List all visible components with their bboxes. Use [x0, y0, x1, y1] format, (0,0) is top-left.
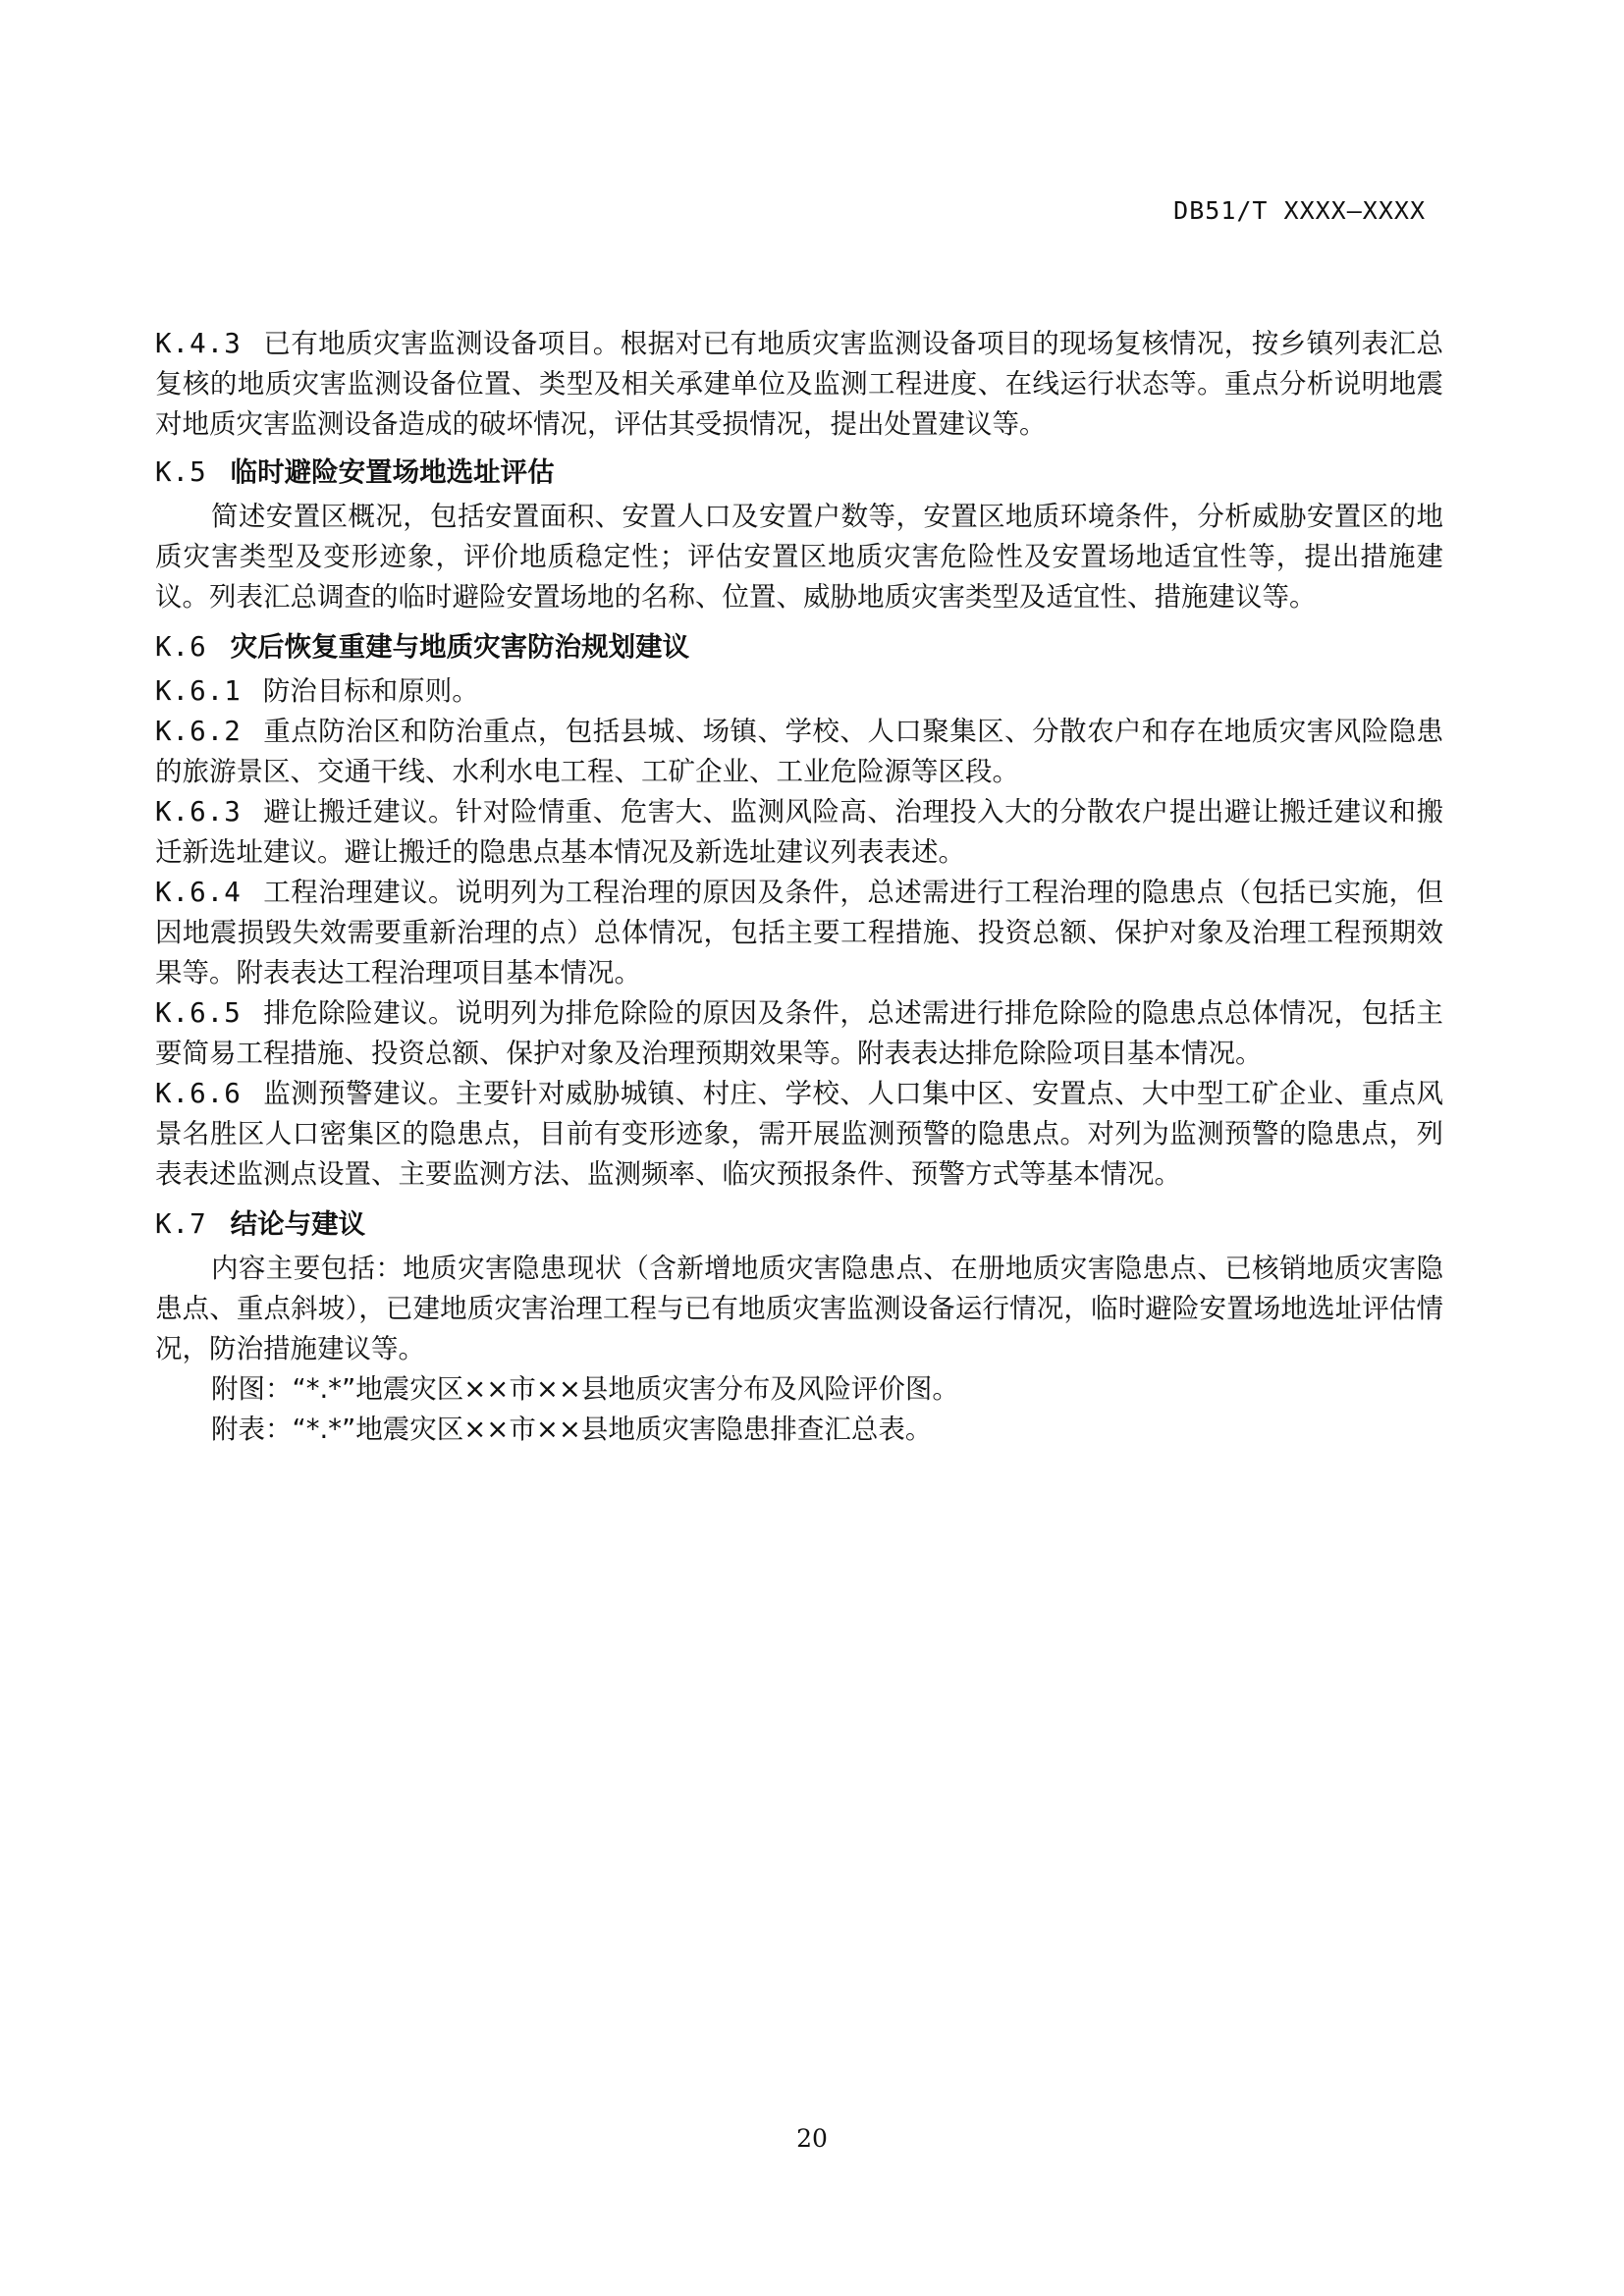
section-heading-k6 — [155, 627, 1443, 667]
clause-text: 避让搬迁建议。针对险情重、危害大、监测风险高、治理投入大的分散农户提出避让搬迁建议和搬迁新选址建议。避让搬迁的隐患点基本情况及新选址建议列表表述。 — [155, 796, 1443, 868]
section-body-k5: 简述安置区概况，包括安置面积、安置人口及安置户数等，安置区地质环境条件，分析威胁安置区的地质灾害类型及变形迹象，评价地质稳定性；评估安置区地质灾害危险性及安置场地适宜性等，提出措施建议。列表汇总调查的临时避险安置场地的名称、位置、威胁地质灾害类型及适宜性、措施建议等。 — [155, 501, 1443, 613]
standard-code: DB51/T XXXX—XXXX — [1173, 196, 1426, 225]
clause-number: K.6.4 — [155, 877, 242, 908]
clause-k65 — [155, 993, 1443, 1074]
clause-k43 — [155, 324, 1443, 445]
clause-number: K.6.1 — [155, 675, 242, 707]
page-number: 20 — [796, 2124, 828, 2153]
clause-text: 监测预警建议。主要针对威胁城镇、村庄、学校、人口集中区、安置点、大中型工矿企业、重点风景名胜区人口密集区的隐患点，目前有变形迹象，需开展监测预警的隐患点。对列为监测预警的隐患点，列表表述监测点设置、主要监测方法、监测频率、临灾预报条件、预警方式等基本情况。 — [155, 1078, 1443, 1190]
clause-k62 — [155, 712, 1443, 792]
page-content — [155, 324, 1443, 1450]
clause-k64 — [155, 873, 1443, 993]
clause-text: 重点防治区和防治重点，包括县城、场镇、学校、人口聚集区、分散农户和存在地质灾害风险隐患的旅游景区、交通干线、水利水电工程、工矿企业、工业危险源等区段。 — [155, 716, 1443, 787]
figure-note: 附图：“*.*”地震灾区××市××县地质灾害分布及风险评价图。 — [211, 1373, 959, 1405]
section-title: 灾后恢复重建与地质灾害防治规划建议 — [230, 631, 690, 663]
clause-text: 排危除险建议。说明列为排危除险的原因及条件，总述需进行排危除险的隐患点总体情况，包括主要简易工程措施、投资总额、保护对象及治理预期效果等。附表表达排危除险项目基本情况。 — [155, 997, 1443, 1069]
clause-number: K.4.3 — [155, 328, 242, 359]
clause-text: 已有地质灾害监测设备项目。根据对已有地质灾害监测设备项目的现场复核情况，按乡镇列表汇总复核的地质灾害监测设备位置、类型及相关承建单位及监测工程进度、在线运行状态等。重点分析说明地震对地质灾害监测设备造成的破坏情况，评估其受损情况，提出处置建议等。 — [155, 328, 1443, 440]
section-heading-k5 — [155, 453, 1443, 493]
clause-text: 防治目标和原则。 — [262, 675, 479, 707]
clause-number: K.6.2 — [155, 716, 242, 747]
section-number: K.7 — [155, 1208, 207, 1240]
section-number: K.6 — [155, 631, 207, 663]
section-title: 临时避险安置场地选址评估 — [230, 456, 555, 488]
clause-text: 工程治理建议。说明列为工程治理的原因及条件，总述需进行工程治理的隐患点（包括已实施，但因地震损毁失效需要重新治理的点）总体情况，包括主要工程措施、投资总额、保护对象及治理工程预期效果等。附表表达工程治理项目基本情况。 — [155, 877, 1443, 988]
clause-k61 — [155, 671, 1443, 712]
clause-number: K.6.6 — [155, 1078, 242, 1109]
section-number: K.5 — [155, 456, 207, 488]
clause-number: K.6.3 — [155, 796, 242, 828]
table-note: 附表：“*.*”地震灾区××市××县地质灾害隐患排查汇总表。 — [211, 1414, 933, 1445]
clause-k66 — [155, 1074, 1443, 1195]
section-heading-k7 — [155, 1204, 1443, 1245]
section-body-k7: 内容主要包括：地质灾害隐患现状（含新增地质灾害隐患点、在册地质灾害隐患点、已核销地质灾害隐患点、重点斜坡），已建地质灾害治理工程与已有地质灾害监测设备运行情况，临时避险安置场地选址评估情况，防治措施建议等。 — [155, 1253, 1443, 1364]
clause-number: K.6.5 — [155, 997, 242, 1029]
section-title: 结论与建议 — [230, 1208, 366, 1240]
clause-k63 — [155, 792, 1443, 873]
